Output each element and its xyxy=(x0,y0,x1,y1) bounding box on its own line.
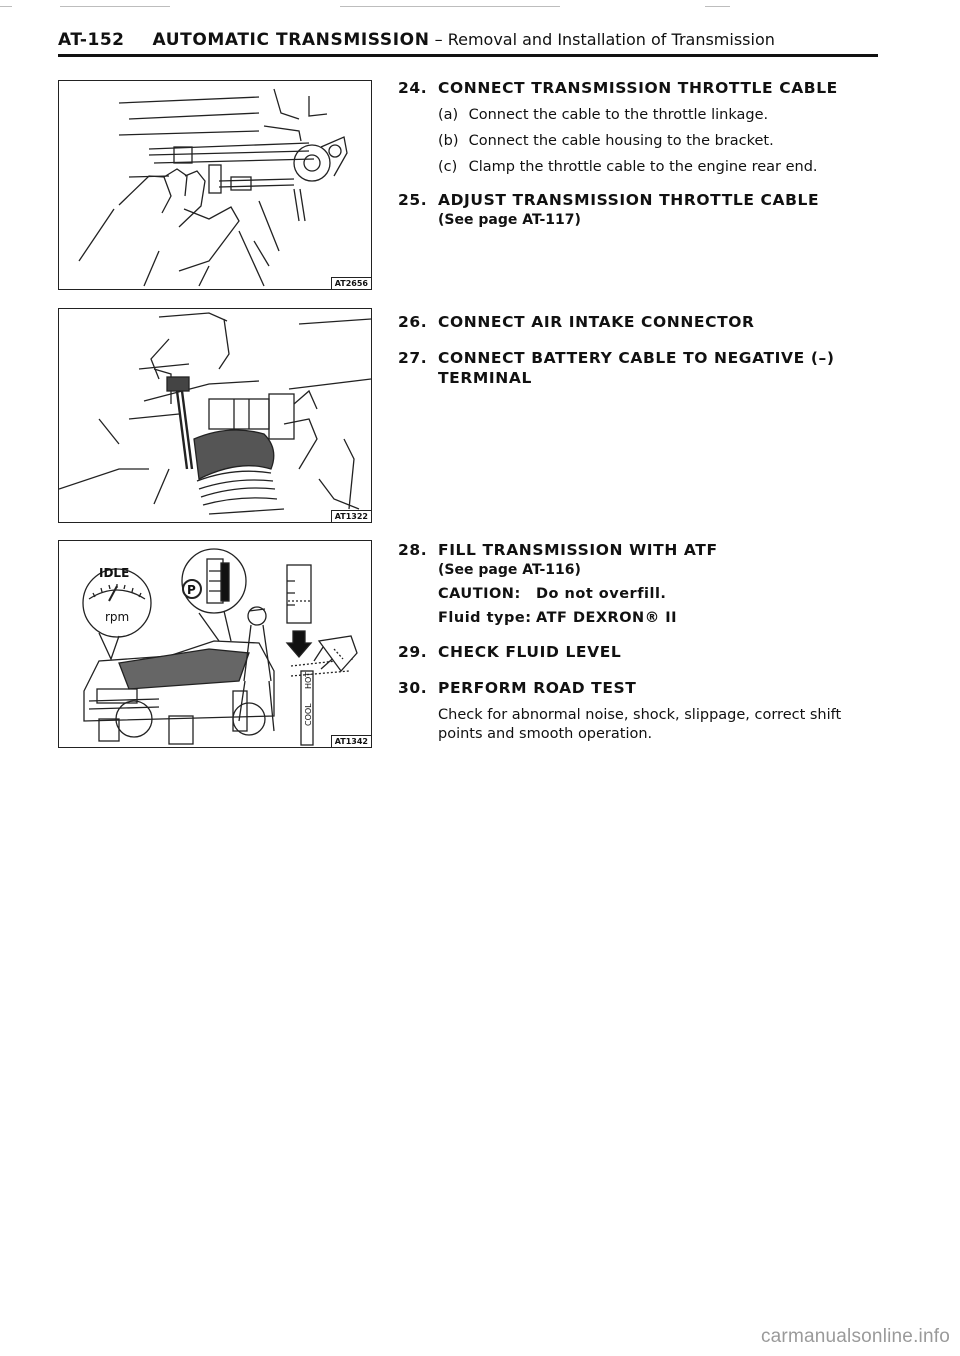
substep-label: (a) xyxy=(438,107,459,123)
step-number: 30. xyxy=(398,679,428,697)
step-heading xyxy=(398,678,898,698)
step-title: FILL TRANSMISSION WITH ATF xyxy=(438,541,718,559)
step-heading xyxy=(398,78,898,98)
figure-air-intake xyxy=(58,308,372,523)
steps-group-3 xyxy=(398,540,898,756)
watermark: carmanualsonline.info xyxy=(760,1326,950,1347)
park-label: P xyxy=(187,583,196,597)
step-description: Check for abnormal noise, shock, slippage, correct shift points and smooth operation. xyxy=(438,707,842,742)
caution-note xyxy=(438,586,898,602)
figure-throttle-cable xyxy=(58,80,372,290)
fluid-type-text: ATF DEXRON® II xyxy=(536,610,678,626)
substep-text: Clamp the throttle cable to the engine rear end. xyxy=(468,159,818,175)
throttle-cable-illustration-icon xyxy=(59,81,372,290)
step-number: 25. xyxy=(398,191,428,209)
substep-text: Connect the cable to the throttle linkage. xyxy=(468,107,769,123)
fill-transmission-illustration-icon xyxy=(59,541,372,748)
scan-artifact-line xyxy=(705,6,730,7)
step-30 xyxy=(398,678,898,744)
steps-group-1 xyxy=(398,78,898,240)
rpm-label: rpm xyxy=(105,610,130,624)
figure-code: AT1342 xyxy=(331,735,371,747)
step-title-line2: TERMINAL xyxy=(438,369,532,387)
idle-label: IDLE xyxy=(99,566,130,580)
substep xyxy=(438,106,898,124)
figure-code: AT1322 xyxy=(331,510,371,522)
step-26 xyxy=(398,312,898,332)
caution-label: CAUTION: xyxy=(438,586,521,602)
step-number: 24. xyxy=(398,79,428,97)
step-heading xyxy=(398,540,898,560)
steps-group-2 xyxy=(398,312,898,400)
substep xyxy=(438,132,898,150)
step-24 xyxy=(398,78,898,176)
air-intake-connector-illustration-icon xyxy=(59,309,372,523)
step-number: 26. xyxy=(398,313,428,331)
step-title: CONNECT BATTERY CABLE TO NEGATIVE (–) xyxy=(438,349,835,367)
page-number: AT-152 xyxy=(58,30,125,50)
page-reference: (See page AT-116) xyxy=(438,562,581,578)
step-title: CHECK FLUID LEVEL xyxy=(438,643,622,661)
header-rule xyxy=(58,54,878,57)
step-number: 27. xyxy=(398,349,428,367)
step-title: CONNECT TRANSMISSION THROTTLE CABLE xyxy=(438,79,838,97)
hot-label: HOT xyxy=(304,671,313,689)
page-reference: (See page AT-117) xyxy=(438,212,581,228)
step-25 xyxy=(398,190,898,228)
scan-artifact-line xyxy=(0,6,12,7)
step-title: PERFORM ROAD TEST xyxy=(438,679,637,697)
caution-text: Do not overfill. xyxy=(536,586,667,602)
step-title: CONNECT AIR INTAKE CONNECTOR xyxy=(438,313,755,331)
step-29 xyxy=(398,642,898,662)
step-title: ADJUST TRANSMISSION THROTTLE CABLE xyxy=(438,191,820,209)
section-title: AUTOMATIC TRANSMISSION xyxy=(152,30,430,50)
step-heading xyxy=(398,348,898,368)
substep-label: (c) xyxy=(438,159,458,175)
cool-label: COOL xyxy=(304,703,313,726)
step-heading xyxy=(398,190,898,210)
substep-label: (b) xyxy=(438,133,459,149)
scan-artifact-line xyxy=(340,6,560,7)
section-subtitle: – Removal and Installation of Transmission xyxy=(429,30,775,49)
fluid-type-label: Fluid type: xyxy=(438,610,532,626)
step-number: 29. xyxy=(398,643,428,661)
page-header xyxy=(58,30,878,54)
step-heading xyxy=(398,312,898,332)
figure-code: AT2656 xyxy=(331,277,371,289)
fluid-type-note xyxy=(438,610,898,626)
substep-text: Connect the cable housing to the bracket. xyxy=(468,133,774,149)
substep xyxy=(438,158,898,176)
step-number: 28. xyxy=(398,541,428,559)
figure-fill-atf xyxy=(58,540,372,748)
step-heading xyxy=(398,642,898,662)
step-28 xyxy=(398,540,898,626)
step-27 xyxy=(398,348,898,388)
scan-artifact-line xyxy=(60,6,170,7)
